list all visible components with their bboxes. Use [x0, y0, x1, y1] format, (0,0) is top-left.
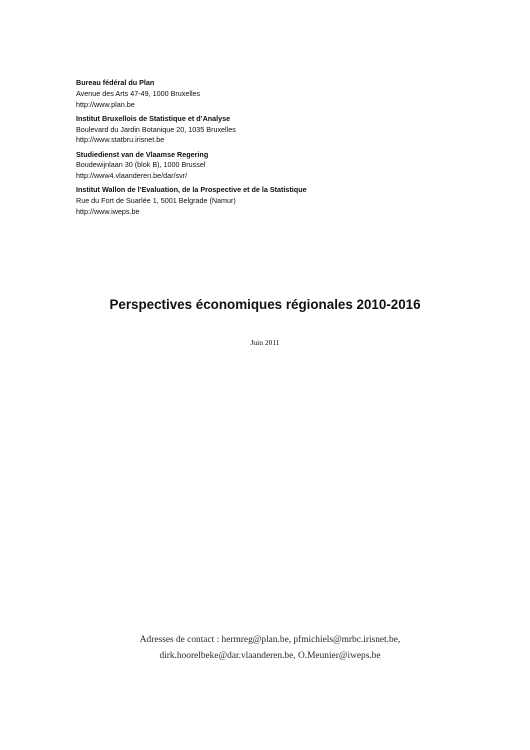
contact-line: dirk.hoorelbeke@dar.vlaanderen.be, O.Meunier@iweps.be: [159, 651, 381, 661]
institution-block: [76, 185, 476, 217]
institution-block: [76, 78, 476, 110]
contact-line: Adresses de contact : hermreg@plan.be, pfmichiels@mrbc.irisnet.be,: [139, 635, 401, 645]
institution-name: Bureau fédéral du Plan: [76, 78, 155, 87]
publication-date: Juin 2011: [250, 338, 280, 347]
institution-url[interactable]: http://www.plan.be: [76, 99, 135, 109]
institution-address: Boudewijnlaan 30 (blok B), 1000 Brussel: [76, 160, 206, 170]
institution-url[interactable]: http://www.statbru.irisnet.be: [76, 135, 165, 145]
institution-list: [76, 78, 476, 221]
institution-address: Boulevard du Jardin Botanique 20, 1035 Bruxelles: [76, 124, 236, 134]
institution-block: [76, 150, 476, 182]
contact-addresses: [0, 632, 530, 664]
institution-url[interactable]: http://www4.vlaanderen.be/dar/svr/: [76, 171, 188, 181]
institution-name: Institut Wallon de l’Evaluation, de la Prospective et de la Statistique: [76, 185, 307, 195]
institution-block: [76, 114, 476, 146]
institution-address: Rue du Fort de Suarlée 1, 5001 Belgrade (Namur): [76, 196, 236, 206]
institution-url[interactable]: http://www.iweps.be: [76, 206, 140, 216]
document-title: Perspectives économiques régionales 2010-2016: [109, 297, 421, 312]
institution-name: Studiedienst van de Vlaamse Regering: [76, 149, 209, 159]
institution-address: Avenue des Arts 47-49, 1000 Bruxelles: [76, 88, 201, 98]
institution-name: Institut Bruxellois de Statistique et d’Analyse: [76, 113, 231, 123]
